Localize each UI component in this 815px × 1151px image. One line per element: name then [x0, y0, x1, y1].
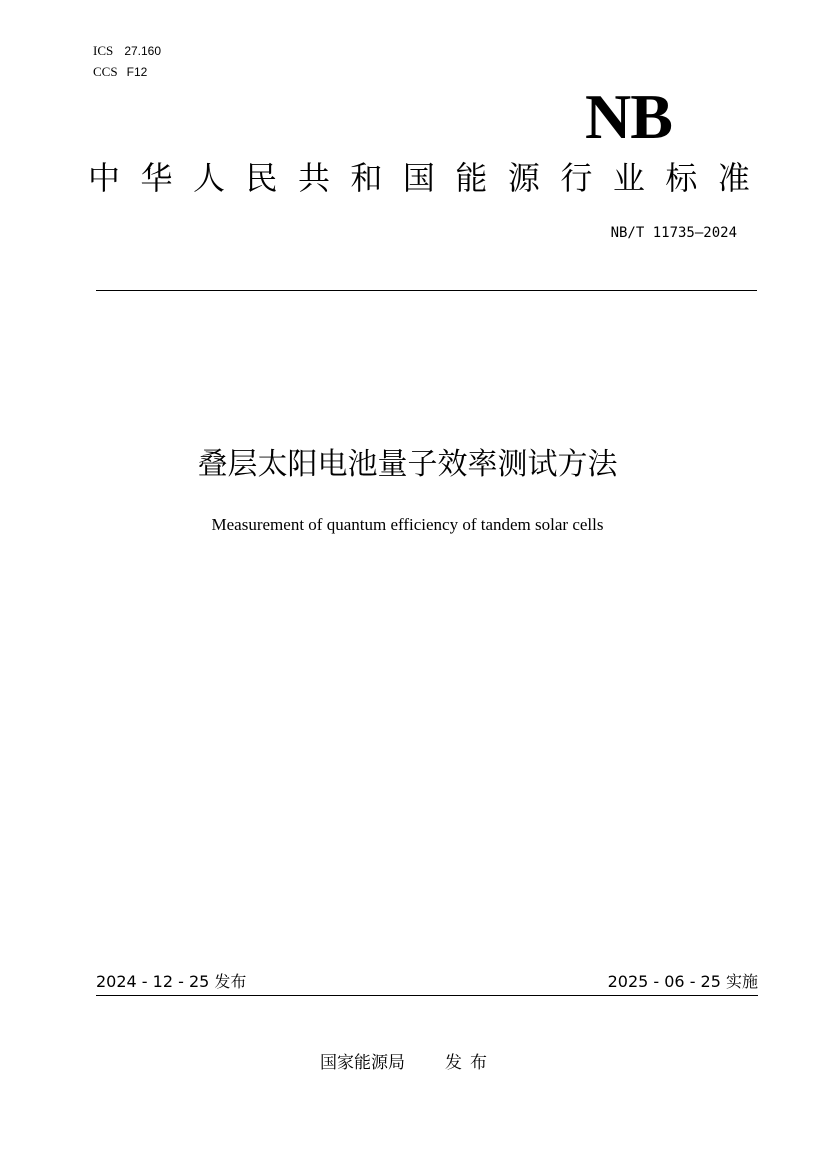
org-title-char: 源	[507, 159, 540, 197]
standard-number: NB/T 11735—2024	[610, 225, 737, 241]
org-title-char: 人	[192, 159, 225, 197]
document-title-cn: 叠层太阳电池量子效率测试方法	[197, 447, 618, 482]
document-title-en: Measurement of quantum efficiency of tandem solar cells	[211, 515, 604, 534]
ics-label: ICS	[93, 43, 114, 58]
org-title-char: 中	[88, 159, 121, 197]
issuing-body-title	[88, 156, 750, 200]
ccs-code: F12	[126, 65, 148, 79]
publisher-line	[0, 1050, 815, 1076]
org-title-char: 标	[665, 159, 698, 197]
implementation-date: 2025 - 06 - 25 实施	[607, 972, 758, 991]
nb-logo: NB	[585, 81, 672, 152]
org-title-char: 行	[560, 159, 593, 197]
org-title-char: 民	[245, 159, 278, 197]
org-title-char: 共	[297, 159, 330, 197]
ccs-label: CCS	[93, 64, 118, 79]
org-title-char: 业	[612, 159, 645, 197]
org-title-char: 和	[350, 159, 383, 197]
org-title-char: 准	[717, 159, 750, 197]
ics-code: 27.160	[124, 44, 162, 58]
issue-date: 2024 - 12 - 25 发布	[96, 972, 247, 991]
header-divider	[96, 290, 757, 291]
footer-divider	[96, 995, 758, 996]
ccs-line	[93, 61, 147, 80]
org-title-char: 国	[402, 159, 435, 197]
ics-line	[93, 40, 161, 59]
org-title-char: 能	[455, 159, 488, 197]
org-title-char: 华	[140, 159, 173, 197]
publisher-org: 国家能源局	[320, 1053, 405, 1073]
publisher-action: 发布	[445, 1053, 495, 1073]
